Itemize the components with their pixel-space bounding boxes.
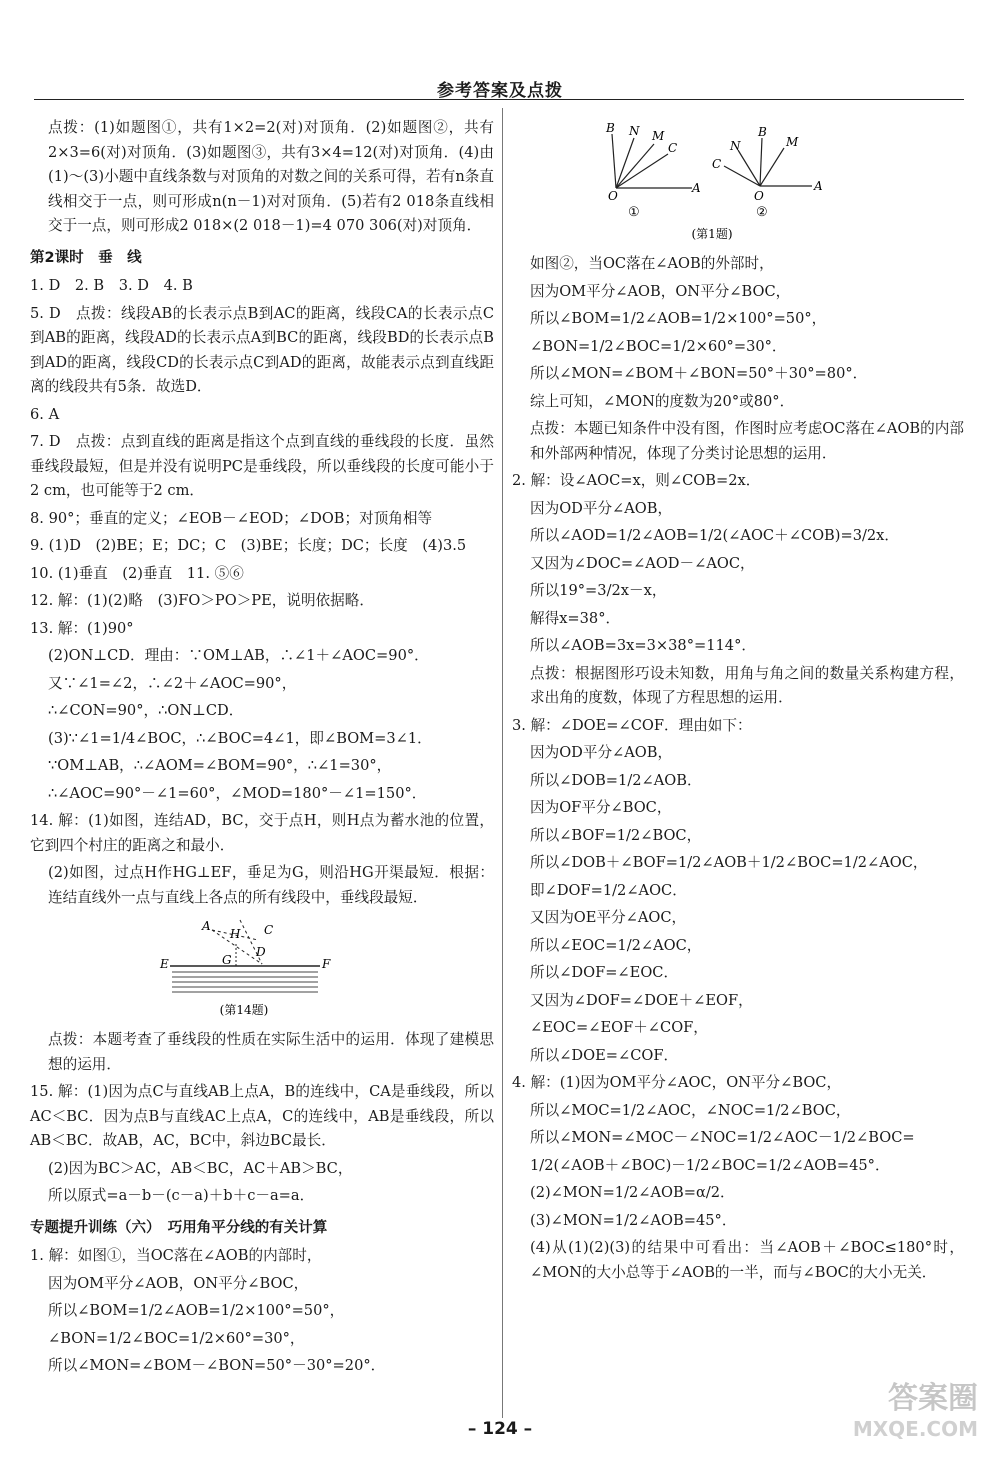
answer-line: 3. 解：∠DOE=∠COF．理由如下：: [512, 716, 752, 734]
answer-line: 所以原式=a－b－(c－a)＋b＋c－a=a．: [48, 1187, 315, 1204]
answer-line: (2)∠MON=1/2∠AOB=α/2．: [530, 1184, 735, 1201]
answer-line: 所以∠MON=∠BOM－∠BON=50°－30°=20°．: [48, 1357, 386, 1374]
answer-line: 解得x=38°．: [530, 609, 621, 627]
answer-paragraph: 14. 解：(1)如图，连结AD，BC，交于点H，则H点为蓄水池的位置，它到四个村庄的距离之和最小．: [30, 812, 494, 854]
answer-line: 所以∠AOB=3x=3×38°=114°．: [530, 637, 756, 654]
column-divider: [502, 108, 503, 1418]
answer-paragraph: (2)如图，过点H作HG⊥EF，垂足为G，则沿HG开渠最短．根据：连结直线外一点与直线上各点的所有线段中，垂线段最短．: [48, 864, 494, 906]
answer-paragraph: 点拨：本题已知条件中没有图，作图时应考虑OC落在∠AOB的内部和外部两种情况，体现了分类讨论思想的运用．: [530, 420, 964, 462]
answer-line: 所以∠AOD=1/2∠AOB=1/2(∠AOC＋∠COB)=3/2x．: [530, 527, 900, 544]
answer-line: 综上可知，∠MON的度数为20°或80°．: [530, 392, 795, 410]
right-column: [512, 116, 964, 1288]
answer-line: 所以∠DOB=1/2∠AOB．: [530, 771, 702, 789]
answer-line: 又因为OE平分∠AOC，: [530, 909, 687, 926]
label-h: H: [230, 927, 241, 941]
label-o2: O: [754, 189, 764, 203]
answer-line: 所以19°=3/2x－x，: [530, 582, 667, 599]
label-d: D: [256, 945, 266, 959]
label-n1: N: [629, 124, 640, 138]
label-b1: B: [606, 121, 615, 135]
answer-line: 12. 解：(1)(2)略 (3)FO＞PO＞PE，说明依据略．: [30, 592, 374, 609]
label-n2: N: [730, 139, 741, 153]
figure-14: [30, 914, 494, 1024]
page-number: – 124 –: [467, 1419, 533, 1439]
figure-number-1: ①: [628, 205, 640, 220]
page-header-title: 参考答案及点拨: [437, 81, 563, 101]
figure-1: [512, 120, 964, 248]
answer-line: 10. (1)垂直 (2)垂直 11. ⑤⑥: [30, 564, 244, 582]
answer-paragraph: 7. D 点拨：点到直线的距离是指这个点到直线的垂线段的长度．虽然垂线段最短，但是并没有说明PC是垂线段，所以垂线段的长度可能小于2 cm，也可能等于2 cm．: [30, 433, 494, 499]
figure-14-diagram: [30, 914, 494, 1020]
answer-line: ∴∠AOC=90°－∠1=60°，∠MOD=180°－∠1=150°．: [48, 784, 427, 802]
answer-line: 所以∠EOC=1/2∠AOC，: [530, 936, 702, 954]
answer-line: 所以∠BOM=1/2∠AOB=1/2×100°=50°，: [48, 1302, 345, 1319]
answer-paragraph: 5. D 点拨：线段AB的长表示点B到AC的距离，线段CA的长表示点C到AB的距离，线段AD的长表示点A到BC的距离，线段BD的长表示点B到AD的距离，线段CD的长表示点C到AD的距离，故能表示点到直线距离的线段共有5条．故选D．: [30, 304, 494, 395]
label-a: A: [202, 919, 211, 933]
answer-paragraph: (4)从(1)(2)(3)的结果中可看出：当∠AOB＋∠BOC≤180°时，∠MON的大小总等于∠AOB的一半，而与∠BOC的大小无关．: [530, 1239, 964, 1281]
label-a1: A: [692, 181, 701, 195]
answer-line: ∠EOC=∠EOF＋∠COF，: [530, 1019, 708, 1036]
answer-paragraph: 点拨：根据图形巧设未知数，用角与角之间的数量关系构建方程，求出角的度数，体现了方程思想的运用．: [530, 664, 964, 706]
watermark-logo: [853, 1373, 978, 1441]
answer-line: 所以∠BOM=1/2∠AOB=1/2×100°=50°，: [530, 310, 827, 327]
answer-line: 9. (1)D (2)BE；E；DC；C (3)BE；长度；DC；长度 (4)3.5: [30, 537, 467, 554]
answer-line: 8. 90°；垂直的定义；∠EOB－∠EOD；∠DOB；对顶角相等: [30, 509, 433, 527]
watermark-url: MXQE.COM: [852, 1417, 978, 1441]
figure-number-2: ②: [756, 205, 768, 220]
answer-line: 2. 解：设∠AOC=x，则∠COB=2x．: [512, 472, 761, 489]
section-heading: 第2课时 垂 线: [30, 249, 142, 266]
answer-line: 又因为∠DOC=∠AOD－∠AOC，: [530, 554, 755, 572]
answer-line: (2)ON⊥CD．理由：∵OM⊥AB，∴∠1＋∠AOC=90°．: [48, 647, 429, 664]
answer-line: 所以∠MON=∠MOC－∠NOC=1/2∠AOC－1/2∠BOC=: [530, 1129, 915, 1146]
left-column: [30, 116, 494, 1382]
answer-paragraph: 点拨：本题考查了垂线段的性质在实际生活中的运用．体现了建模思想的运用．: [48, 1031, 494, 1073]
answer-line: 所以∠DOB＋∠BOF=1/2∠AOB＋1/2∠BOC=1/2∠AOC，: [530, 854, 928, 871]
answer-line: ∠BON=1/2∠BOC=1/2×60°=30°，: [48, 1329, 305, 1347]
answer-line: 所以∠MOC=1/2∠AOC，∠NOC=1/2∠BOC，: [530, 1101, 851, 1119]
figure-1-diagram: [512, 120, 964, 244]
answer-line: 1. D 2. B 3. D 4. B: [30, 277, 193, 294]
answer-line: 所以∠DOF=∠EOC．: [530, 964, 679, 981]
label-m1: M: [652, 129, 665, 143]
label-a2: A: [814, 179, 823, 193]
figure-caption: (第14题): [219, 1003, 269, 1017]
answer-line: 又因为∠DOF=∠DOE＋∠EOF，: [530, 991, 753, 1009]
label-m2: M: [786, 135, 799, 149]
label-c2: C: [712, 157, 722, 171]
label-o1: O: [608, 189, 618, 203]
label-f: F: [322, 957, 331, 971]
answer-line: 6. A: [30, 405, 60, 423]
label-c: C: [264, 923, 274, 937]
answer-line: 因为OM平分∠AOB，ON平分∠BOC，: [530, 282, 791, 300]
answer-line: 因为OF平分∠BOC，: [530, 799, 672, 816]
answer-line: 1. 解：如图①，当OC落在∠AOB的内部时，: [30, 1247, 322, 1264]
answer-line: 所以∠DOE=∠COF．: [530, 1046, 679, 1064]
answer-line: ∠BON=1/2∠BOC=1/2×60°=30°．: [530, 337, 787, 355]
answer-line: 所以∠MON=∠BOM＋∠BON=50°＋30°=80°．: [530, 365, 868, 382]
answer-line: 因为OD平分∠AOB，: [530, 744, 673, 761]
answer-line: 1/2(∠AOB＋∠BOC)－1/2∠BOC=1/2∠AOB=45°．: [530, 1156, 890, 1174]
section-heading: 专题提升训练（六） 巧用角平分线的有关计算: [30, 1219, 328, 1236]
answer-line: ∵OM⊥AB，∴∠AOM=∠BOM=90°，∴∠1=30°，: [48, 757, 392, 774]
answer-line: 因为OM平分∠AOB，ON平分∠BOC，: [48, 1274, 309, 1292]
label-e: E: [160, 957, 169, 971]
header-rule: [34, 99, 964, 100]
answer-line: (2)因为BC＞AC，AB＜BC，AC＋AB＞BC，: [48, 1159, 353, 1177]
label-b2: B: [758, 125, 767, 139]
answer-paragraph: 点拨：(1)如题图①，共有1×2=2(对)对顶角．(2)如题图②，共有2×3=6(对)对顶角．(3)如题图③，共有3×4=12(对)对顶角．(4)由(1)～(3)小题中直线条数与对顶角的对数之间的关系可得，若有n条直线相交于一点，则可形成n(n－1)对对顶角．(5)若有2 018条直线相交于一点，则可形成2 018×(2 018－1)=4 070 306(对)对顶角．: [48, 119, 494, 234]
answer-line: (3)∠MON=1/2∠AOB=45°．: [530, 1211, 737, 1229]
answer-line: 13. 解：(1)90°: [30, 619, 134, 637]
figure-caption: (第1题): [691, 227, 733, 241]
label-c1: C: [668, 141, 678, 155]
watermark-text: 答案圈: [888, 1381, 978, 1416]
answer-line: (3)∵∠1=1/4∠BOC，∴∠BOC=4∠1，即∠BOM=3∠1．: [48, 729, 432, 747]
answer-line: ∴∠CON=90°，∴ON⊥CD．: [48, 702, 244, 719]
answer-line: 4. 解：(1)因为OM平分∠AOC，ON平分∠BOC，: [512, 1074, 842, 1091]
answer-line: 因为OD平分∠AOB，: [530, 499, 673, 517]
answer-line: 又∵∠1=∠2，∴∠2＋∠AOC=90°，: [48, 674, 297, 692]
label-g: G: [222, 953, 232, 967]
answer-line: 即∠DOF=1/2∠AOC．: [530, 881, 687, 899]
answer-paragraph: 15. 解：(1)因为点C与直线AB上点A，B的连线中，CA是垂线段，所以AC＜BC．因为点B与直线AC上点A，C的连线中，AB是垂线段，所以AB＜BC．故AB，AC，BC中，斜边BC最长．: [30, 1083, 494, 1149]
answer-line: 所以∠BOF=1/2∠BOC，: [530, 826, 702, 844]
answer-line: 如图②，当OC落在∠AOB的外部时，: [530, 255, 774, 272]
